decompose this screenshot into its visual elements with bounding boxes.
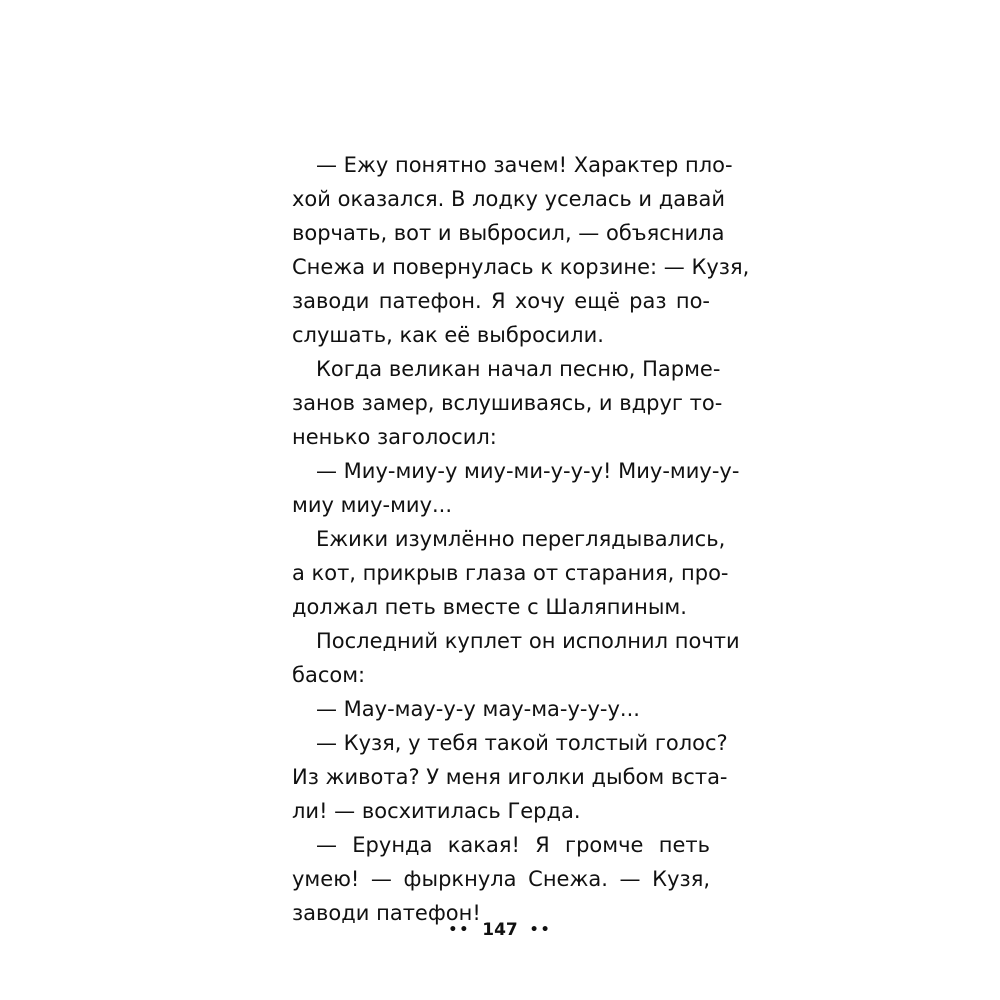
text-line: ли! — восхитилась Герда. — [292, 799, 581, 823]
text-line: — Ерунда какая! Я громче петь — [316, 833, 710, 857]
text-line: Ежики изумлённо переглядывались, — [316, 527, 726, 551]
text-line: должал петь вместе с Шаляпиным. — [292, 595, 687, 619]
page-number: 147 — [482, 920, 518, 940]
text-line: умею! — фыркнула Снежа. — Кузя, — [292, 867, 710, 891]
text-line: ненько заголосил: — [292, 425, 497, 449]
text-line: заводи патефон. Я хочу ещё раз по- — [292, 289, 710, 313]
text-line: слушать, как её выбросили. — [292, 323, 604, 347]
text-line: занов замер, вслушиваясь, и вдруг то- — [292, 391, 723, 415]
right-ornament: •• — [529, 922, 552, 938]
text-line: — Кузя, у тебя такой толстый голос? — [316, 731, 728, 755]
body-text — [292, 148, 750, 930]
text-line: — Ежу понятно зачем! Характер пло- — [316, 153, 733, 177]
text-line: а кот, прикрыв глаза от старания, про- — [292, 561, 729, 585]
text-line: басом: — [292, 663, 366, 687]
left-ornament: •• — [448, 922, 471, 938]
text-line: — Миу-миу-у миу-ми-у-у-у! Миу-миу-у- — [316, 459, 740, 483]
text-line: миу миу-миу... — [292, 493, 453, 517]
text-line: хой оказался. В лодку уселась и давай — [292, 187, 726, 211]
text-line: заводи патефон! — [292, 901, 481, 925]
text-line: — Мау-мау-у-у мау-ма-у-у-у... — [316, 697, 640, 721]
text-line: Когда великан начал песню, Парме- — [316, 357, 721, 381]
text-line: Снежа и повернулась к корзине: — Кузя, — [292, 255, 750, 279]
text-line: Последний куплет он исполнил почти — [316, 629, 740, 653]
text-line: Из живота? У меня иголки дыбом вста- — [292, 765, 728, 789]
page-footer — [0, 918, 1000, 942]
text-line: ворчать, вот и выбросил, — объяснила — [292, 221, 725, 245]
